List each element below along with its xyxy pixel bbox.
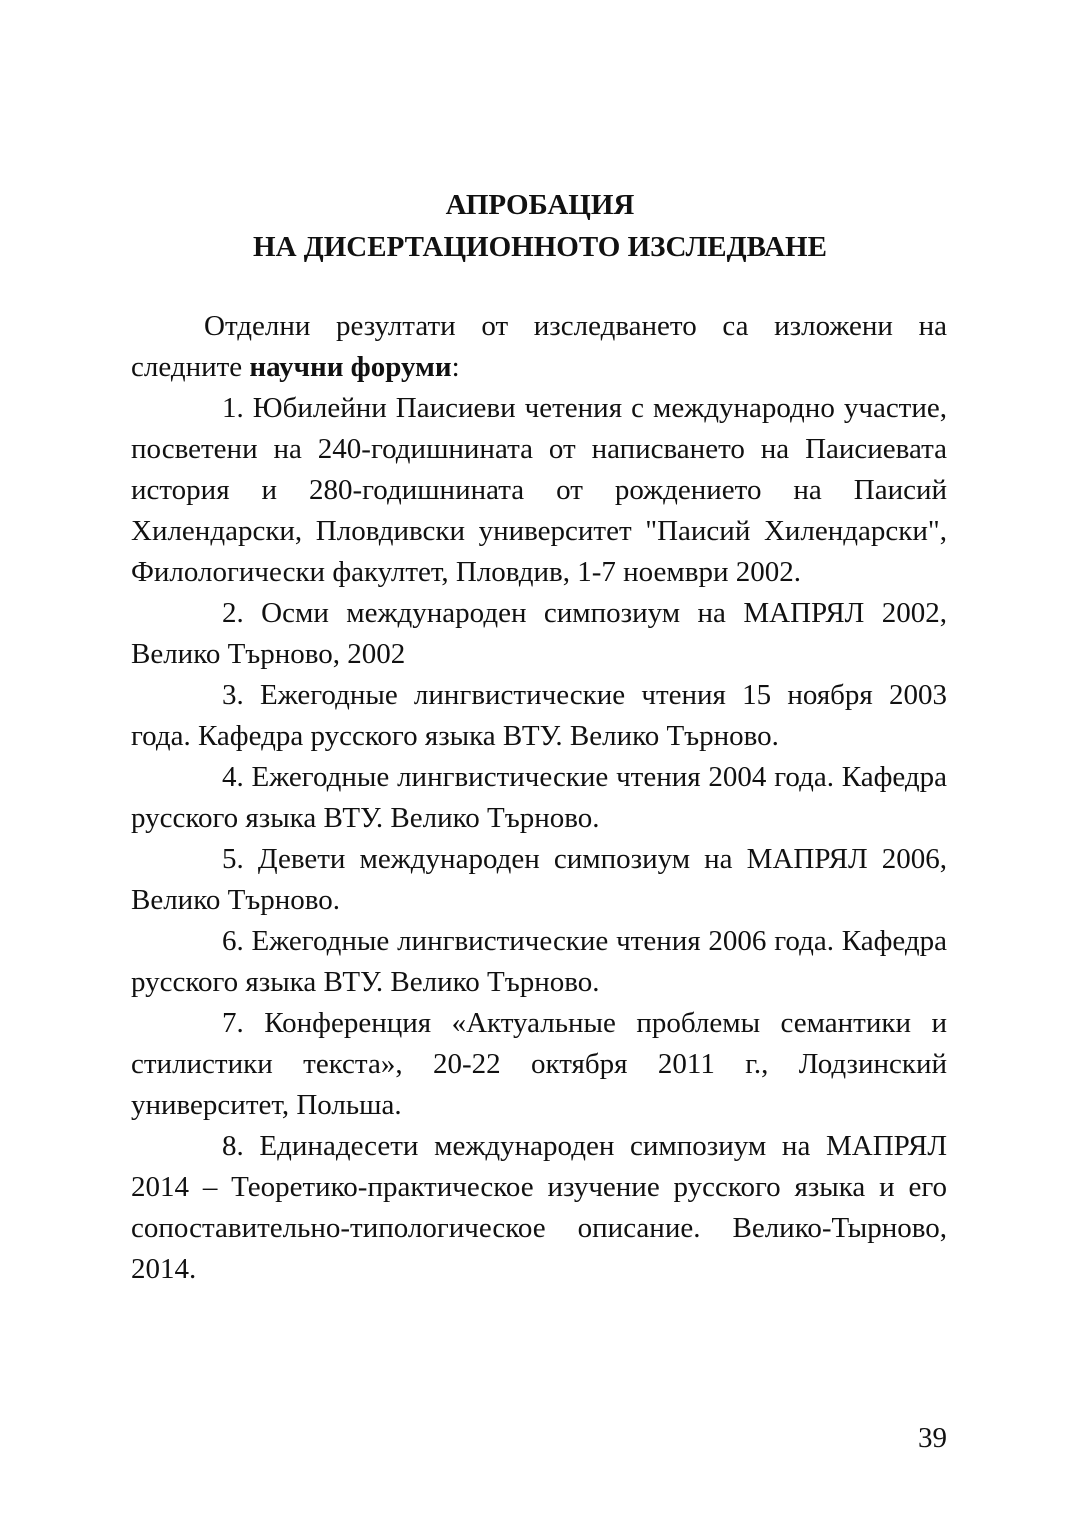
intro-paragraph (131, 306, 947, 388)
intro-bold-text: научни форуми (249, 351, 452, 383)
list-item: 5. Девети международен симпозиум на МАПРЯЛ 2006, Велико Търново. (131, 843, 947, 916)
body-text (131, 306, 947, 1290)
list-item: 3. Ежегодные лингвистические чтения 15 ноября 2003 года. Кафедра русского языка ВТУ. Велико Търново. (131, 679, 947, 752)
list-item: 6. Ежегодные лингвистические чтения 2006 года. Кафедра русского языка ВТУ. Велико Търново. (131, 925, 947, 998)
list-item: 2. Осми международен симпозиум на МАПРЯЛ 2002, Велико Търново, 2002 (131, 597, 947, 670)
intro-colon: : (451, 351, 460, 383)
page-number: 39 (918, 1422, 947, 1454)
title-line-1: АПРОБАЦИЯ (445, 189, 635, 221)
page-title (0, 184, 1080, 268)
list-item: 7. Конференция «Актуальные проблемы семантики и стилистики текста», 20-22 октября 2011 г., Лодзинский университет, Польша. (131, 1007, 947, 1121)
title-line-2: НА ДИСЕРТАЦИОННОТО ИЗСЛЕДВАНЕ (253, 231, 827, 263)
list-item: 4. Ежегодные лингвистические чтения 2004 года. Кафедра русского языка ВТУ. Велико Търново. (131, 761, 947, 834)
list-item: 1. Юбилейни Паисиеви четения с международно участие, посветени на 240-годишнината от написването на Паисиевата история и 280-годишнината от рождението на Паисий Хилендарски, Пловдивски университет "Паисий Хилендарски", Филологически факултет, Пловдив, 1-7 ноември 2002. (131, 392, 947, 588)
intro-text: Отделни резултати от изследването са изложени на следните (131, 310, 947, 383)
list-item: 8. Единадесети международен симпозиум на МАПРЯЛ 2014 – Теоретико-практическое изучение русского языка и его сопоставительно-типологическое описание. Велико-Тырново, 2014. (131, 1130, 947, 1285)
